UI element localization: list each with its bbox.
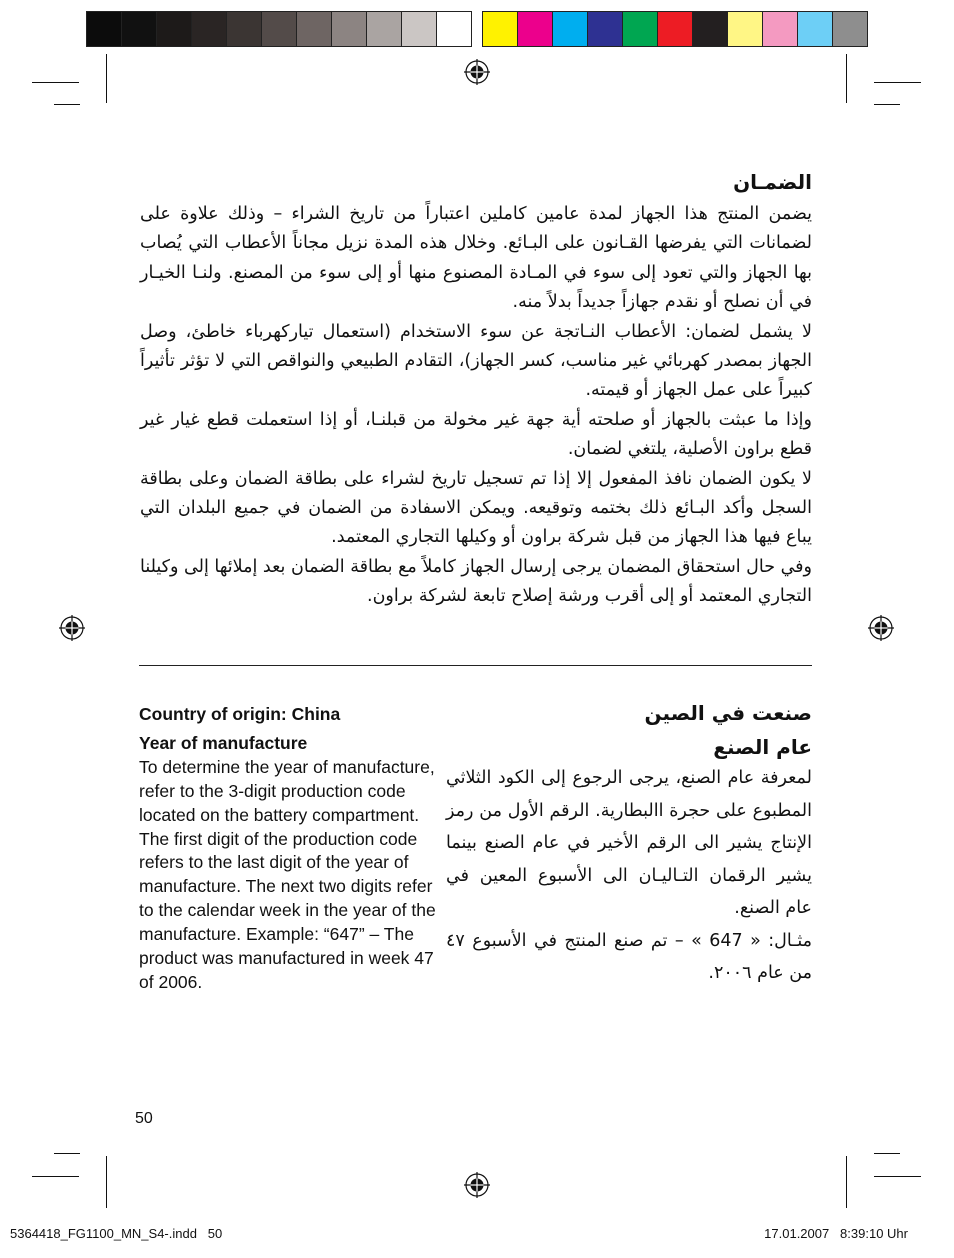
year-of-manufacture-heading: Year of manufacture xyxy=(139,732,308,753)
warranty-title-arabic: الضمـان xyxy=(733,170,812,194)
year-of-manufacture-body-arabic xyxy=(446,762,812,990)
crop-mark xyxy=(54,1153,80,1154)
color-swatch xyxy=(367,12,402,46)
color-swatch xyxy=(262,12,297,46)
crop-mark xyxy=(874,1176,921,1177)
section-divider xyxy=(139,665,812,666)
registration-mark-icon xyxy=(868,615,894,641)
color-swatch xyxy=(297,12,332,46)
warranty-paragraph: وإذا ما عبثت بالجهاز أو صلحته أية جهة غير مخولة من قبلنـا، أو إذا استعملت قطع غيار غير قطع براون الأصلية، يلتغي لضمان. xyxy=(140,409,812,460)
warranty-paragraph: وفي حال استحقاق المضمان يرجى إرسال الجهاز كاملاً مع بطاقة الضمان بعد إملائها إلى وكيلنا التجاري المعتمد أو إلى أقرب ورشة إصلاح تابعة لشركة براون. xyxy=(140,556,812,607)
year-of-manufacture-heading-arabic: عام الصنع xyxy=(713,735,812,759)
crop-mark xyxy=(106,1156,107,1208)
warranty-paragraph: لا يكون الضمان نافذ المفعول إلا إذا تم تسجيل تاريخ لشراء على بطاقة الضمان وعلى بطاقة السجل وأكد البـائع ذلك بختمه وتوقيعه. ويمكن الاسفادة من الضمان في جميع البلدان التي يباع فيها هذا الجهاز من قبل شركة براون أو وكيلها التجاري المعتمد. xyxy=(140,468,812,548)
year-body-arabic: لمعرفة عام الصنع، يرجى الرجوع إلى الكود الثلاثي المطبوع على حجرة االبطارية. الرقم الأول من رمز الإنتاج يشير الى الرقم الأخير في عام الصنع بينما يشير الرقمان التـاليـان الى الأسبوع المعين في عام الصنع. xyxy=(446,768,812,918)
crop-mark xyxy=(84,54,85,102)
color-swatch xyxy=(192,12,227,46)
color-swatch xyxy=(483,12,518,46)
crop-mark xyxy=(846,54,847,103)
color-swatch xyxy=(227,12,262,46)
color-swatch xyxy=(437,12,471,46)
color-swatch xyxy=(833,12,867,46)
process-color-bar xyxy=(482,11,868,47)
crop-mark xyxy=(32,1176,79,1177)
warranty-paragraph: يضمن المنتج هذا الجهاز لمدة عامين كاملين اعتباراً من تاريخ الشراء – وذلك علاوة على لضمانات التي يفرضها القـانون على البـائع. وخلال هذه المدة نزيل مجاناً الأعطاب التي يُصاب بها الجهاز والتي تعود إلى سوء في المـادة المصنوع منها أو إلى سوء من المصنع. ولنـا الخيـار في أن نصلح أو نقدم جهازاً جديداً بدلاً منه. xyxy=(140,204,812,313)
warranty-body-arabic xyxy=(140,200,812,612)
color-swatch xyxy=(658,12,693,46)
crop-mark xyxy=(54,104,80,105)
crop-mark xyxy=(874,82,921,83)
crop-mark xyxy=(846,1156,847,1208)
color-swatch xyxy=(87,12,122,46)
registration-mark-icon xyxy=(464,59,490,85)
color-swatch xyxy=(518,12,553,46)
page-number: 50 xyxy=(135,1110,153,1127)
crop-mark xyxy=(106,54,107,103)
color-swatch xyxy=(588,12,623,46)
registration-mark-icon xyxy=(464,1172,490,1198)
color-swatch xyxy=(763,12,798,46)
country-of-origin: Country of origin: China xyxy=(139,704,341,724)
color-swatch xyxy=(332,12,367,46)
crop-mark xyxy=(874,1153,900,1154)
english-origin-section xyxy=(139,703,439,995)
color-swatch xyxy=(122,12,157,46)
crop-mark xyxy=(874,104,900,105)
color-swatch xyxy=(553,12,588,46)
grayscale-color-bar xyxy=(86,11,472,47)
warranty-paragraph: لا يشمل لضمان: الأعطاب النـاتجة عن سوء الاستخدام (استعمال تياركهرباء خاطئ، وصل الجهاز بمصدر كهربائي غير مناسب، كسر الجهاز)، التقادم الطبيعي والنواقص التي لا تؤثر تأثيراً كبيراً على عمل الجهاز أو قيمته. xyxy=(140,321,812,401)
color-swatch xyxy=(728,12,763,46)
year-of-manufacture-body: To determine the year of manufacture, refer to the 3-digit production code located on the battery compartment. The first digit of the production code refers to the last digit of the year of manufacture. The next two digits refer to the calendar week in the year of the manufacture. Example: “647” – The product was manufactured in week 47 of 2006. xyxy=(139,756,436,992)
example-arabic: مثـال: « 647 » – تم صنع المنتج في الأسبوع ٤٧ من عام ٢٠٠٦. xyxy=(446,930,812,983)
color-swatch xyxy=(693,12,728,46)
country-of-origin-arabic: صنعت في الصين xyxy=(644,701,812,725)
registration-mark-icon xyxy=(59,615,85,641)
crop-mark xyxy=(32,82,79,83)
color-swatch xyxy=(798,12,833,46)
slug-timestamp: 17.01.2007 8:39:10 Uhr xyxy=(764,1226,908,1241)
color-swatch xyxy=(157,12,192,46)
color-swatch xyxy=(402,12,437,46)
slug-filename: 5364418_FG1100_MN_S4-.indd 50 xyxy=(10,1226,223,1241)
color-swatch xyxy=(623,12,658,46)
